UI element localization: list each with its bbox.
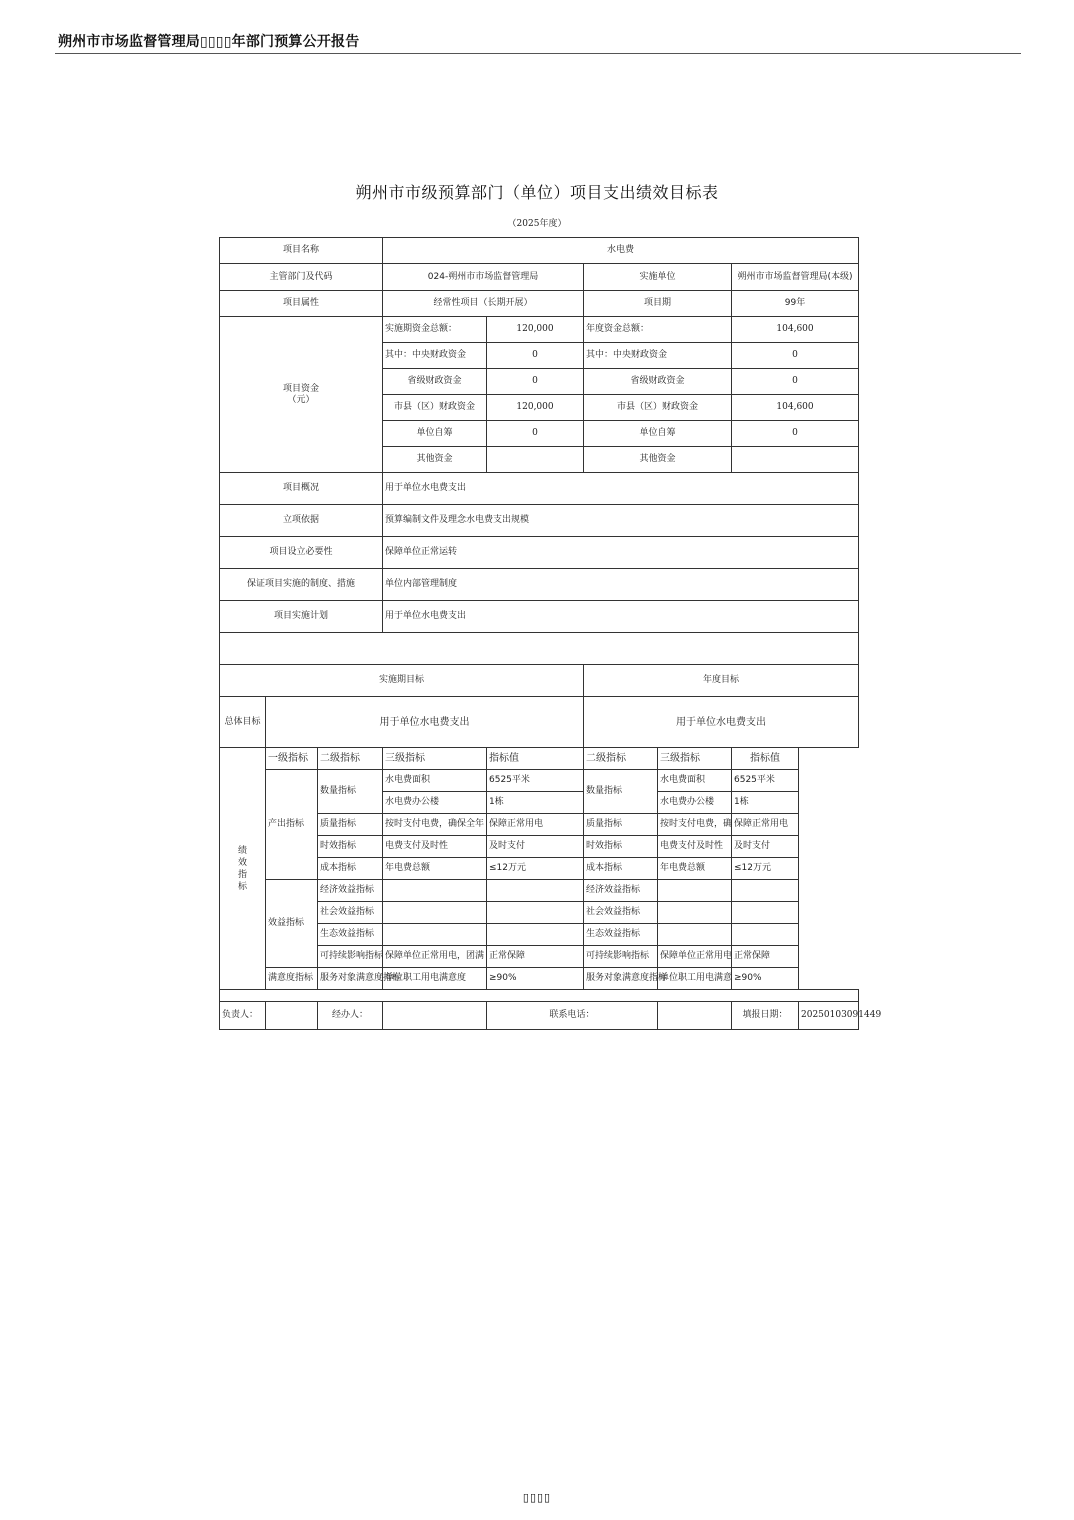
- funds-total-period-value: 120,000: [487, 317, 584, 343]
- indicators-section-text: 绩效指标: [237, 845, 247, 892]
- report-date-label: 填报日期：: [732, 1002, 799, 1030]
- project-funds-unit: （元）: [287, 394, 315, 405]
- ecological-benefit-level3: [383, 924, 487, 946]
- satisfaction-indicator-label: 满意度指标: [266, 968, 318, 990]
- phone-label: 联系电话：: [487, 1002, 658, 1030]
- funds-central-label: 其中：中央财政资金: [383, 343, 487, 369]
- necessity-value: 保障单位正常运转: [383, 537, 859, 569]
- header-value: 指标值: [487, 748, 584, 770]
- social-benefit-level3-year: [658, 902, 732, 924]
- funds-province-year-value: 0: [732, 369, 859, 395]
- funds-province-value: 0: [487, 369, 584, 395]
- quantity-indicator-label: 数量指标: [318, 770, 383, 814]
- project-funds-title: 项目资金: [282, 383, 319, 394]
- sustainability-label-year: 可持续影响指标: [584, 946, 658, 968]
- service-satisfaction-value-year: ≥90%: [732, 968, 799, 990]
- basis-label: 立项依据: [220, 505, 383, 537]
- service-satisfaction-level3-year: 单位职工用电满意: [658, 968, 732, 990]
- department-label: 主管部门及代码: [220, 264, 383, 291]
- quantity-building-value-year: 1栋: [732, 792, 799, 814]
- quantity-area-value: 6525平米: [487, 770, 584, 792]
- timeliness-level3: 电费支付及时性: [383, 836, 487, 858]
- page-header: 朔州市市场监督管理局▯▯▯▯年部门预算公开报告: [58, 34, 360, 50]
- funds-city-year-value: 104,600: [732, 395, 859, 421]
- header-level1: 一级指标: [266, 748, 318, 770]
- handler-value: [383, 1002, 487, 1030]
- quantity-area-value-year: 6525平米: [732, 770, 799, 792]
- measures-value: 单位内部管理制度: [383, 569, 859, 601]
- cost-indicator-label-year: 成本指标: [584, 858, 658, 880]
- project-period-label: 项目期: [584, 291, 732, 317]
- ecological-benefit-value-year: [732, 924, 799, 946]
- cost-indicator-label: 成本指标: [318, 858, 383, 880]
- document-title: 朔州市市级预算部门（单位）项目支出绩效目标表: [355, 183, 719, 202]
- quality-indicator-label: 质量指标: [318, 814, 383, 836]
- funds-total-period-label: 实施期资金总额：: [383, 317, 487, 343]
- quantity-building-value: 1栋: [487, 792, 584, 814]
- overview-label: 项目概况: [220, 473, 383, 505]
- service-satisfaction-value: ≥90%: [487, 968, 584, 990]
- implementing-unit-value: 朔州市市场监督管理局(本级): [732, 264, 859, 291]
- economic-benefit-value-year: [732, 880, 799, 902]
- service-satisfaction-label: 服务对象满意度指标: [318, 968, 383, 990]
- funds-other-label: 其他资金: [383, 447, 487, 473]
- page-number: ▯▯▯▯: [522, 1491, 552, 1504]
- funds-total-year-label: 年度资金总额：: [584, 317, 732, 343]
- quality-indicator-label-year: 质量指标: [584, 814, 658, 836]
- project-name-label: 项目名称: [220, 238, 383, 264]
- funds-self-value: 0: [487, 421, 584, 447]
- timeliness-indicator-label-year: 时效指标: [584, 836, 658, 858]
- social-benefit-level3: [383, 902, 487, 924]
- header-rule: [55, 53, 1021, 54]
- cost-value: ≤12万元: [487, 858, 584, 880]
- sustainability-level3-year: 保障单位正常用电: [658, 946, 732, 968]
- timeliness-indicator-label: 时效指标: [318, 836, 383, 858]
- output-indicator-label: 产出指标: [266, 770, 318, 880]
- plan-label: 项目实施计划: [220, 601, 383, 633]
- project-period-value: 99年: [732, 291, 859, 317]
- funds-other-year-value: [732, 447, 859, 473]
- funds-city-value: 120,000: [487, 395, 584, 421]
- handler-label: 经办人：: [318, 1002, 383, 1030]
- economic-benefit-level3: [383, 880, 487, 902]
- social-benefit-label-year: 社会效益指标: [584, 902, 658, 924]
- funds-province-label: 省级财政资金: [383, 369, 487, 395]
- sustainability-level3: 保障单位正常用电，团满: [383, 946, 487, 968]
- timeliness-level3-year: 电费支付及时性: [658, 836, 732, 858]
- timeliness-value: 及时支付: [487, 836, 584, 858]
- sustainability-value: 正常保障: [487, 946, 584, 968]
- plan-value: 用于单位水电费支出: [383, 601, 859, 633]
- funds-central-year-value: 0: [732, 343, 859, 369]
- sustainability-label: 可持续影响指标: [318, 946, 383, 968]
- responsible-value: [266, 1002, 318, 1030]
- cost-level3: 年电费总额: [383, 858, 487, 880]
- ecological-benefit-label-year: 生态效益指标: [584, 924, 658, 946]
- quality-level3-year: 按时支付电费，确: [658, 814, 732, 836]
- header-level3: 三级指标: [383, 748, 487, 770]
- quality-level3: 按时支付电费，确保全年: [383, 814, 487, 836]
- funds-other-year-label: 其他资金: [584, 447, 732, 473]
- funds-total-year-value: 104,600: [732, 317, 859, 343]
- funds-self-year-value: 0: [732, 421, 859, 447]
- benefit-indicator-label: 效益指标: [266, 880, 318, 968]
- blank-row: [220, 633, 859, 665]
- measures-label: 保证项目实施的制度、措施: [220, 569, 383, 601]
- overall-target-label: 总体目标: [220, 697, 266, 748]
- service-satisfaction-label-year: 服务对象满意度指标: [584, 968, 658, 990]
- project-attribute-label: 项目属性: [220, 291, 383, 317]
- year-target-header: 年度目标: [584, 665, 859, 697]
- implementing-unit-label: 实施单位: [584, 264, 732, 291]
- cost-value-year: ≤12万元: [732, 858, 799, 880]
- performance-target-table: [219, 237, 882, 1030]
- quantity-area-level3-year: 水电费面积: [658, 770, 732, 792]
- funds-other-value: [487, 447, 584, 473]
- document-year: （2025年度）: [507, 219, 567, 229]
- overall-target-year: 用于单位水电费支出: [584, 697, 859, 748]
- ecological-benefit-label: 生态效益指标: [318, 924, 383, 946]
- funds-city-label: 市县（区）财政资金: [383, 395, 487, 421]
- funds-self-label: 单位自筹: [383, 421, 487, 447]
- sustainability-value-year: 正常保障: [732, 946, 799, 968]
- service-satisfaction-level3: 单位职工用电满意度: [383, 968, 487, 990]
- economic-benefit-label: 经济效益指标: [318, 880, 383, 902]
- project-attribute-value: 经常性项目（长期开展）: [383, 291, 584, 317]
- economic-benefit-level3-year: [658, 880, 732, 902]
- necessity-label: 项目设立必要性: [220, 537, 383, 569]
- overall-target-period: 用于单位水电费支出: [266, 697, 584, 748]
- indicators-section-label: [220, 748, 266, 990]
- funds-central-value: 0: [487, 343, 584, 369]
- header-level3-year: 三级指标: [658, 748, 732, 770]
- project-funds-label: [220, 317, 383, 473]
- header-level2: 二级指标: [318, 748, 383, 770]
- quality-value: 保障正常用电: [487, 814, 584, 836]
- quantity-area-level3: 水电费面积: [383, 770, 487, 792]
- basis-value: 预算编制文件及理念水电费支出规模: [383, 505, 859, 537]
- quantity-indicator-label-year: 数量指标: [584, 770, 658, 814]
- quality-value-year: 保障正常用电: [732, 814, 799, 836]
- phone-value: [658, 1002, 732, 1030]
- header-value-year: 指标值: [732, 748, 799, 770]
- social-benefit-value-year: [732, 902, 799, 924]
- economic-benefit-label-year: 经济效益指标: [584, 880, 658, 902]
- quantity-building-level3-year: 水电费办公楼: [658, 792, 732, 814]
- overview-value: 用于单位水电费支出: [383, 473, 859, 505]
- funds-self-year-label: 单位自筹: [584, 421, 732, 447]
- department-value: 024-朔州市市场监督管理局: [383, 264, 584, 291]
- funds-central-year-label: 其中：中央财政资金: [584, 343, 732, 369]
- funds-city-year-label: 市县（区）财政资金: [584, 395, 732, 421]
- social-benefit-label: 社会效益指标: [318, 902, 383, 924]
- timeliness-value-year: 及时支付: [732, 836, 799, 858]
- funds-province-year-label: 省级财政资金: [584, 369, 732, 395]
- report-date-value: 20250103091449: [799, 1002, 859, 1030]
- quantity-building-level3: 水电费办公楼: [383, 792, 487, 814]
- spacer-row: [220, 990, 859, 1002]
- project-name-value: 水电费: [383, 238, 859, 264]
- period-target-header: 实施期目标: [220, 665, 584, 697]
- ecological-benefit-level3-year: [658, 924, 732, 946]
- cost-level3-year: 年电费总额: [658, 858, 732, 880]
- header-level2-year: 二级指标: [584, 748, 658, 770]
- ecological-benefit-value: [487, 924, 584, 946]
- responsible-label: 负责人：: [220, 1002, 266, 1030]
- social-benefit-value: [487, 902, 584, 924]
- economic-benefit-value: [487, 880, 584, 902]
